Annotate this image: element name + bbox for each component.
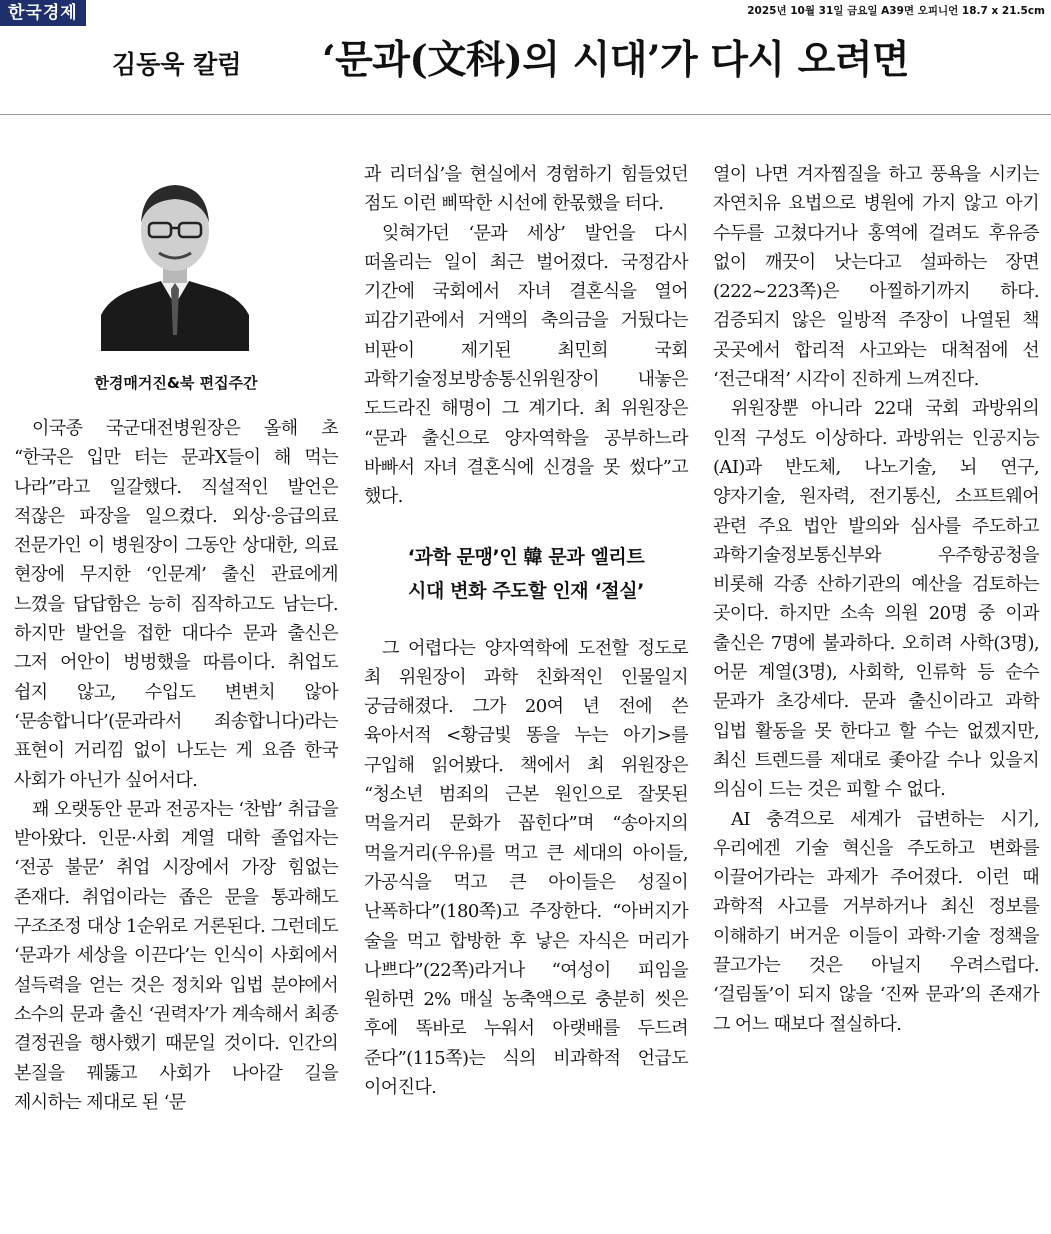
article-column-1	[14, 414, 338, 1117]
article-paragraph: 그 어렵다는 양자역학에 도전할 정도로 최 위원장이 과학 친화적인 인물일지 궁금해졌다. 그가 20여 년 전에 쓴 육아서적 <황금빛 똥을 누는 아기>를 구입해 읽어봤다. 책에서 최 위원장은 “청소년 범죄의 근본 원인으로 잘못된 먹을거리 문화가 꼽힌다”며 “송아지의 먹을거리(우유)를 먹고 큰 세대의 아이들, 가공식을 먹고 큰 아이들은 성질이 난폭하다”(180쪽)고 주장한다. “아버지가 술을 먹고 합방한 후 낳은 자식은 머리가 나쁘다”(22쪽)라거나 “여성이 피임을 원하면 2% 매실 농축액으로 충분히 씻은 후에 똑바로 누워서 아랫배를 두드려 준다”(115쪽)는 식의 비과학적 언급도 이어진다.	[364, 637, 688, 1099]
author-portrait-illustration	[101, 165, 249, 351]
article-paragraph: 열이 나면 겨자찜질을 하고 풍욕을 시키는 자연치유 요법으로 병원에 가지 않고 아기 수두를 고쳤다거나 홍역에 걸려도 후유증 없이 깨끗이 낫는다고 설파하는 장면(222~223쪽)은 아찔하기까지 하다. 검증되지 않은 일방적 주장이 나열된 책 곳곳에서 합리적 사고와는 대척점에 선 ‘전근대적’ 시각이 진하게 느껴진다.	[713, 164, 1039, 391]
article-paragraph: 이국종 국군대전병원장은 올해 초 “한국은 입만 터는 문과X들이 해 먹는 나라”라고 일갈했다. 직설적인 발언은 적잖은 파장을 일으켰다. 외상·응급의료 전문가인 이 병원장이 그동안 상대한, 의료 현장에 무지한 ‘인문계’ 출신 관료에게 느꼈을 답답함은 능히 짐작하고도 남는다. 하지만 발언을 접한 대다수 문과 출신은 그저 어안이 벙벙했을 따름이다. 취업도 쉽지 않고, 수입도 변변치 않아 ‘문송합니다’(문과라서 죄송합니다)라는 표현이 거리낌 없이 나도는 게 요즘 한국 사회가 아닌가 싶어서다.	[14, 418, 338, 791]
subheading-line-1: ‘과학 문맹’인 韓 문과 엘리트	[407, 545, 645, 568]
article-column-3	[713, 160, 1039, 1039]
author-byline: 한경매거진&북 편집주간	[94, 374, 258, 392]
header-divider	[0, 114, 1051, 115]
author-photo	[101, 165, 249, 351]
column-name: 김동욱 칼럼	[112, 50, 242, 79]
headline: ‘문과(文科)의 시대’가 다시 오려면	[322, 37, 910, 83]
article-column-2	[364, 160, 688, 1102]
newspaper-logo: 한국경제	[0, 0, 86, 26]
article-paragraph: 꽤 오랫동안 문과 전공자는 ‘찬밥’ 취급을 받아왔다. 인문·사회 계열 대학 졸업자는 ‘전공 불문’ 취업 시장에서 가장 힘없는 존재다. 취업이라는 좁은 문을 통과해도 구조조정 대상 1순위로 거론된다. 그런데도 ‘문과가 세상을 이끈다’는 인식이 사회에서 설득력을 얻는 것은 정치와 입법 분야에서 소수의 문과 출신 ‘권력자’가 계속해서 최종 결정권을 행사했기 때문일 것이다. 인간의 본질을 꿰뚫고 사회가 나아갈 길을 제시하는 제대로 된 ‘문	[14, 798, 338, 1113]
article-paragraph: 위원장뿐 아니라 22대 국회 과방위의 인적 구성도 이상하다. 과방위는 인공지능(AI)과 반도체, 나노기술, 뇌 연구, 양자기술, 원자력, 전기통신, 소프트웨어 관련 주요 법안 발의와 심사를 주도하고 과학기술정보통신부와 우주항공청을 비롯해 각종 산하기관의 예산을 검토하는 곳이다. 하지만 소속 의원 20명 중 이과 출신은 7명에 불과하다. 오히려 사학(3명), 어문 계열(3명), 사회학, 인류학 등 순수 문과가 초강세다. 문과 출신이라고 과학 입법 활동을 못 한다고 할 수는 없겠지만, 최신 트렌드를 제대로 좇아갈 수나 있을지 의심이 드는 것은 피할 수 없다.	[713, 398, 1039, 801]
subheading-line-2: 시대 변화 주도할 인재 ‘절실’	[408, 579, 644, 602]
article-paragraph: 과 리더십’을 현실에서 경험하기 힘들었던 점도 이런 삐딱한 시선에 한몫했을 터다.	[364, 164, 688, 215]
issue-meta: 2025년 10월 31일 금요일 A39면 오피니언 18.7 x 21.5cm	[747, 5, 1045, 17]
article-paragraph: 잊혀가던 ‘문과 세상’ 발언을 다시 떠올리는 일이 최근 벌어졌다. 국정감사 기간에 국회에서 자녀 결혼식을 열어 피감기관에서 거액의 축의금을 거뒀다는 비판이 제기된 최민희 국회 과학기술정보방송통신위원장이 내놓은 도드라진 해명이 그 계기다. 최 위원장은 “문과 출신으로 양자역학을 공부하느라 바빠서 자녀 결혼식에 신경을 못 썼다”고 했다.	[364, 222, 688, 508]
subheading	[364, 540, 688, 608]
article-paragraph: AI 충격으로 세계가 급변하는 시기, 우리에겐 기술 혁신을 주도하고 변화를 이끌어가라는 과제가 주어졌다. 이런 때 과학적 사고를 거부하거나 최신 정보를 이해하기 버거운 이들이 과학·기술 정책을 끌고가는 것은 아닐지 우려스럽다. ‘걸림돌’이 되지 않을 ‘진짜 문과’의 존재가 그 어느 때보다 절실하다.	[713, 808, 1039, 1035]
